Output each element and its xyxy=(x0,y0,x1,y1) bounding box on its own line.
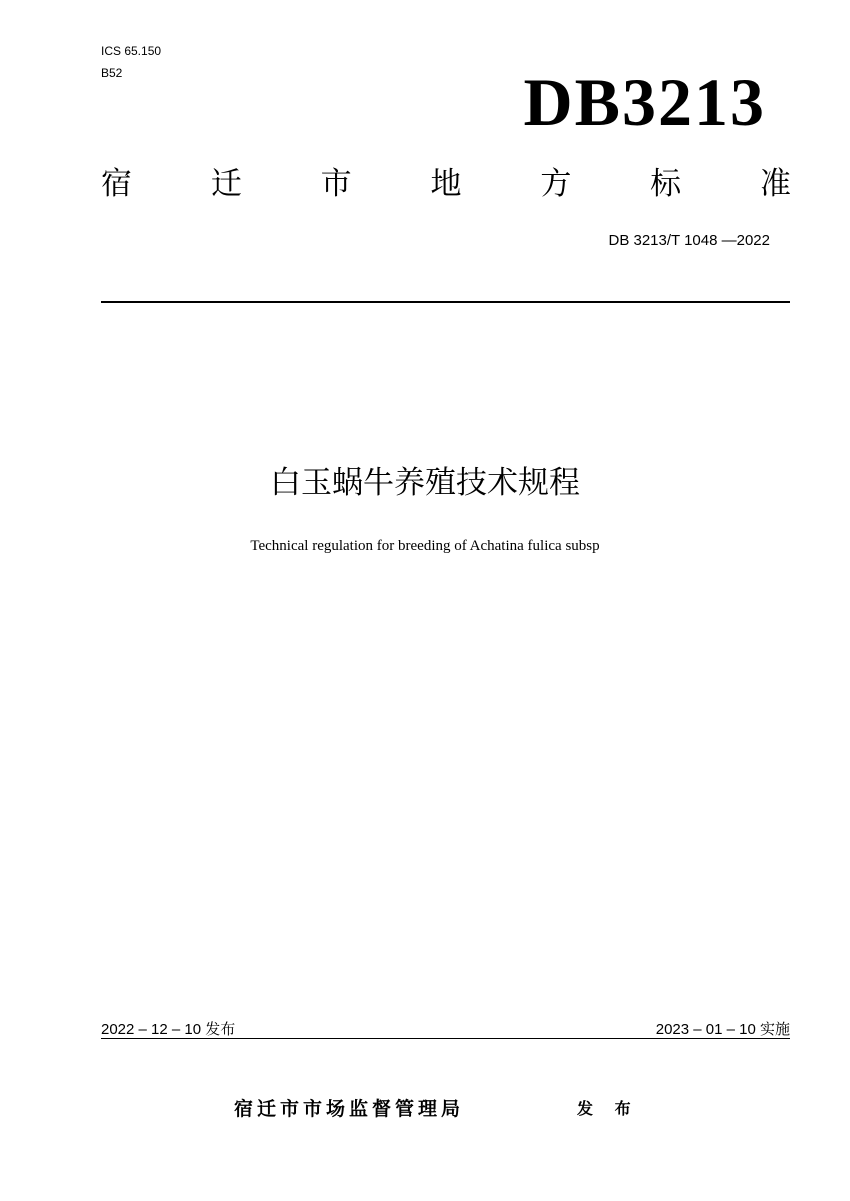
document-title-english: Technical regulation for breeding of Achatina fulica subsp xyxy=(250,538,600,554)
standard-type xyxy=(101,162,791,206)
classification-code: B52 xyxy=(101,66,123,80)
standard-type-char: 地 xyxy=(430,166,462,202)
standard-type-char: 准 xyxy=(759,166,791,202)
header-divider xyxy=(101,301,790,303)
footer-divider xyxy=(101,1038,790,1039)
ics-code: ICS 65.150 xyxy=(101,44,162,58)
standard-type-char: 方 xyxy=(540,166,572,202)
publish-label: 发 布 xyxy=(577,1099,639,1118)
standard-type-char: 宿 xyxy=(101,166,132,202)
document-title: 白玉蜗牛养殖技术规程 xyxy=(270,465,580,501)
publisher: 宿迁市市场监督管理局 xyxy=(234,1098,465,1120)
issue-date: 2022 – 12 – 10 发布 xyxy=(101,1021,236,1038)
standard-type-char: 迁 xyxy=(210,166,242,202)
standard-logo: DB3213 xyxy=(523,64,766,140)
standard-number: DB 3213/T 1048 —2022 xyxy=(608,232,770,249)
standard-type-char: 标 xyxy=(650,166,682,202)
standard-type-char: 市 xyxy=(320,166,352,202)
implementation-date: 2023 – 01 – 10 实施 xyxy=(655,1021,790,1038)
